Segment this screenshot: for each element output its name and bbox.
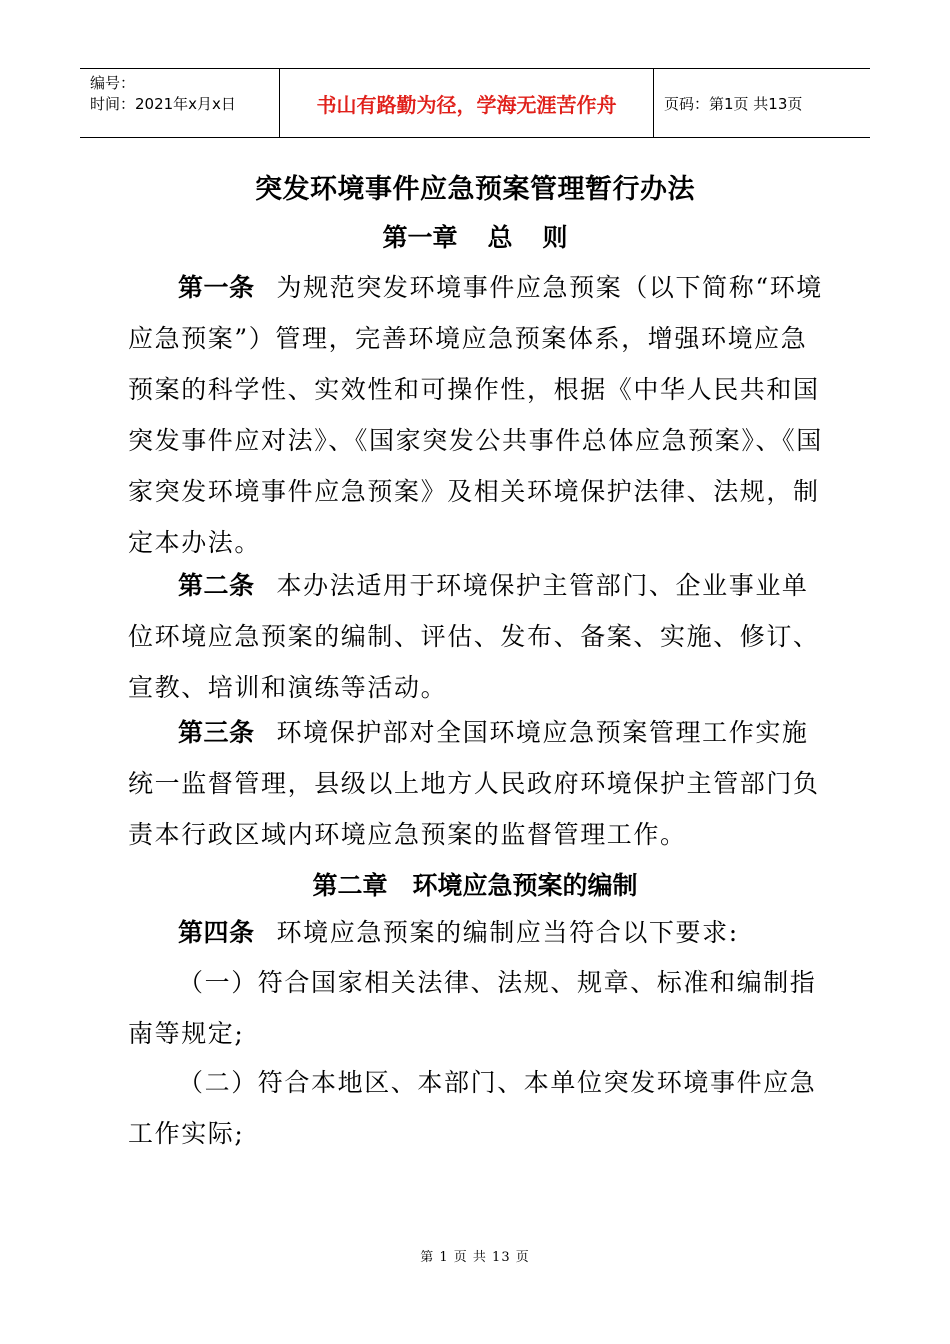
article-text: 为规范突发环境事件应急预案（以下简称“环境应急预案”）管理，完善环境应急预案体系，增强环境应急预案的科学性、实效性和可操作性，根据《中华人民共和国突发事件应对法》、《国家突发公共事件总体应急预案》、《国家突发环境事件应急预案》及相关环境保护法律、法规，制定本办法。 — [128, 273, 823, 557]
article-text: 环境应急预案的编制应当符合以下要求: — [276, 918, 739, 947]
chapter-1-title-a: 总 — [487, 223, 513, 252]
list-item-1: （一）符合国家相关法律、法规、规章、标准和编制指南等规定; — [128, 968, 817, 1048]
list-item-2: （二）符合本地区、本部门、本单位突发环境事件应急工作实际; — [128, 1068, 817, 1148]
document-header — [80, 68, 870, 138]
chapter-1-title-b: 则 — [542, 223, 568, 252]
article-label: 第四条 — [178, 918, 255, 947]
article-1 — [128, 262, 828, 568]
article-2 — [128, 560, 828, 713]
header-motto: 书山有路勤为径，学海无涯苦作舟 — [280, 69, 654, 137]
article-label: 第二条 — [178, 571, 255, 600]
article-text: 环境保护部对全国环境应急预案管理工作实施统一监督管理，县级以上地方人民政府环境保护主管部门负责本行政区域内环境应急预案的监督管理工作。 — [128, 718, 820, 849]
number-label: 编号： — [90, 74, 136, 92]
article-label: 第三条 — [178, 718, 255, 747]
time-label: 时间：2021年x月x日 — [90, 95, 236, 113]
page-footer: 第 1 页 共 13 页 — [420, 1250, 530, 1265]
article-text: 本办法适用于环境保护主管部门、企业事业单位环境应急预案的编制、评估、发布、备案、实施、修订、宣教、培训和演练等活动。 — [128, 571, 820, 702]
chapter-1-number: 第一章 — [382, 223, 458, 252]
header-page-info: 页码：第1页 共13页 — [664, 94, 803, 113]
chapter-1-heading — [0, 218, 950, 254]
chapter-2-heading: 第二章 环境应急预案的编制 — [312, 871, 638, 900]
article-label: 第一条 — [178, 273, 255, 302]
document-title: 突发环境事件应急预案管理暂行办法 — [255, 174, 695, 205]
header-meta — [80, 69, 280, 137]
article-3 — [128, 707, 828, 860]
article-4 — [128, 907, 828, 958]
